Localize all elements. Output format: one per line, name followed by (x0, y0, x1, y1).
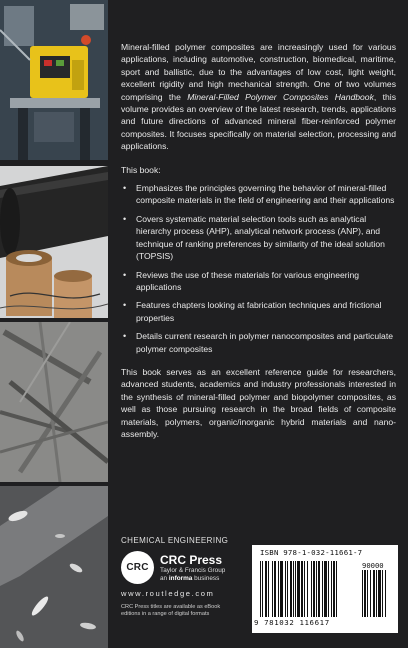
ean-number: 9 781032 116617 (254, 618, 330, 627)
press-business: an informa business (160, 574, 220, 582)
list-item: • Covers systematic material selection tools such as analytical hierarchy process (AHP), analytical network process (ANP), and technique of ranking preferences by similarity of the ideal solution (TOPSIS) (123, 213, 385, 262)
lead-in: This book: (121, 164, 161, 175)
addon-barcode-bars (362, 570, 392, 617)
list-item: • Details current research in polymer nanocomposites and particulate polymer composites (123, 331, 393, 354)
bullet-icon: • (123, 183, 127, 194)
publisher-logo (121, 551, 251, 584)
list-item: • Reviews the use of these materials for various engineering applications (123, 269, 360, 292)
subject-category: CHEMICAL ENGINEERING (121, 536, 229, 545)
description-column (121, 41, 396, 440)
price-addon-number: 90000 (362, 561, 384, 570)
intro-paragraph: Mineral-filled polymer composites are increasingly used for various applications, including automotive, construction, biomedical, maritime, sport and ballistic, due to the advantages of low cost, light weight, excellent rigidity and high mechanical strength. One of two volumes comprising the Mineral-Filled Polymer Composites Handbook, this volume provides an overview of the latest research, trends, applications and future directions of advanced mineral fiber-reinforced polymer composites. It focuses specifically on material selection, processing and applications. (121, 42, 396, 152)
list-item: • Emphasizes the principles governing the behavior of mineral-filled composite materials in the field of engineering and their applications (123, 183, 395, 206)
barcode-bars (260, 561, 354, 617)
crc-logo-icon: CRC (121, 551, 154, 584)
cover-photo-strip (0, 0, 108, 648)
list-item: • Features chapters looking at fabrication techniques and frictional properties (123, 300, 382, 323)
bullet-icon: • (123, 331, 127, 342)
photo-micrograph-particles (0, 486, 108, 648)
bullet-icon: • (123, 213, 127, 224)
press-name: CRC Press (160, 552, 223, 567)
press-text (160, 553, 225, 583)
photo-micrograph-fibers (0, 322, 108, 482)
isbn-text: ISBN 978-1-032-11661-7 (260, 548, 363, 557)
ebook-note: CRC Press titles are available as eBook editions in a range of digital formats (121, 604, 221, 618)
publisher-website: www.routledge.com (121, 589, 215, 598)
photo-fiber-rolls (0, 166, 108, 318)
press-group: Taylor & Francis Group (160, 566, 226, 574)
feature-list (121, 182, 396, 355)
bullet-icon: • (123, 300, 127, 311)
handbook-title: Mineral-Filled Polymer Composites Handbook (187, 91, 374, 102)
bullet-icon: • (123, 269, 127, 280)
isbn-barcode (252, 545, 398, 633)
photo-lab-machine (0, 0, 108, 160)
closing-paragraph: This book serves as an excellent reference guide for researchers, advanced students, academics and industry professionals interested in the synthesis of mineral-filled polymer and biopolymer composites, as well as those pursuing research in the broad fields of composite materials, polymers, organic/inorganic hybrid materials and nano-assembly. (121, 366, 396, 439)
publisher-block (121, 536, 251, 618)
